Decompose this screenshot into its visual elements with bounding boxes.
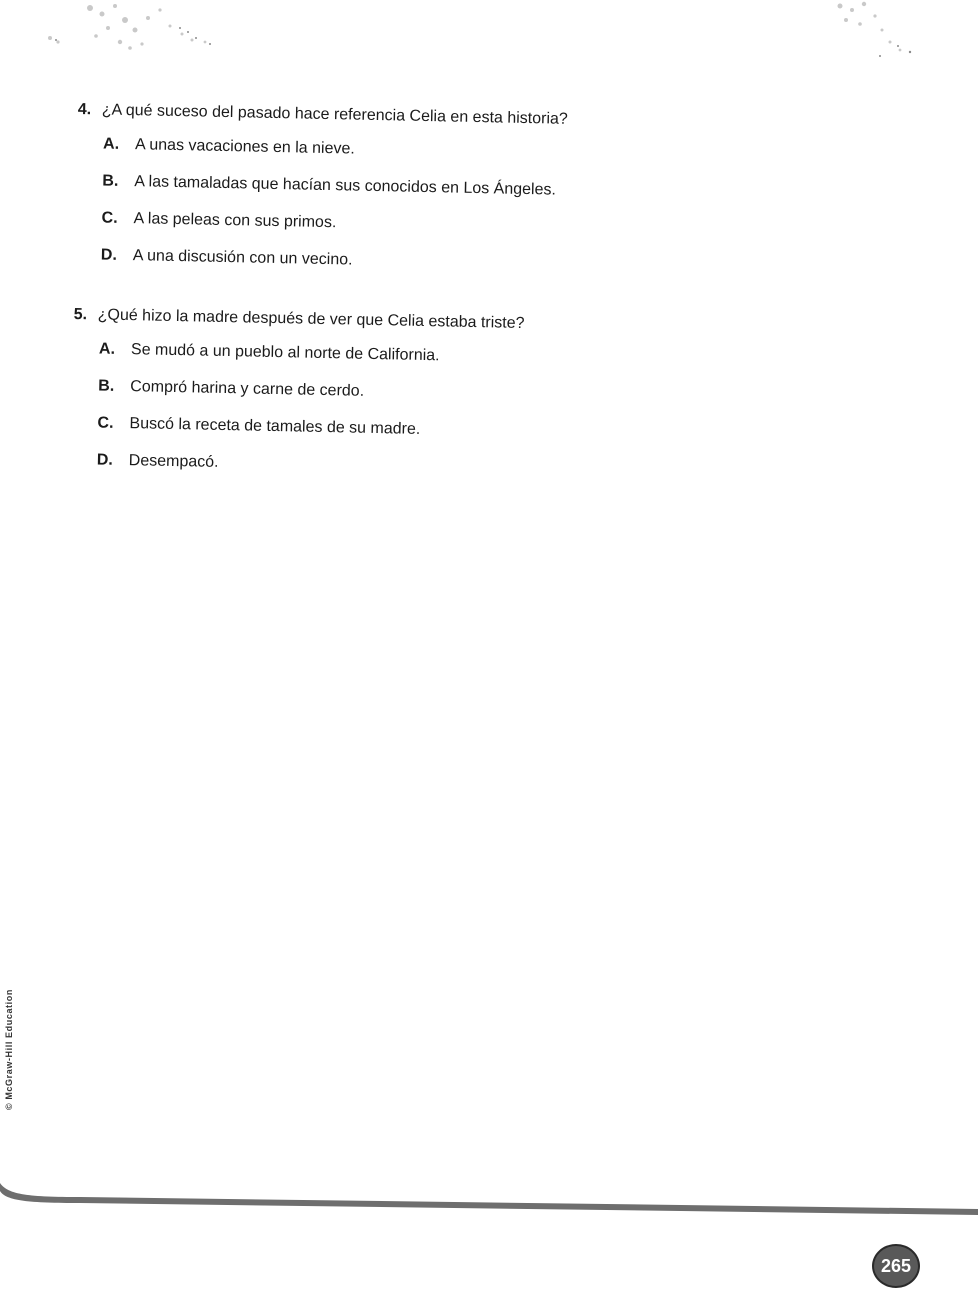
answer-choice-b[interactable] <box>98 376 632 407</box>
answer-choice-a[interactable] <box>103 135 637 166</box>
page-number-badge: 265 <box>872 1244 920 1288</box>
answer-choice-b[interactable] <box>102 172 636 203</box>
choice-text: A unas vacaciones en la nieve. <box>134 136 355 158</box>
choice-letter: A. <box>102 135 120 153</box>
question-text: ¿A qué suceso del pasado hace referencia Celia en esta historia? <box>101 101 568 128</box>
question-list <box>70 100 638 498</box>
question-stem <box>73 305 633 336</box>
decorative-speckle-top-left <box>30 0 230 60</box>
choice-letter: D. <box>96 451 113 469</box>
choice-text: Desempacó. <box>128 452 219 471</box>
answer-choice-d[interactable] <box>97 450 631 481</box>
choice-letter: D. <box>100 246 118 264</box>
answer-choices <box>75 134 638 276</box>
question-5 <box>71 305 634 481</box>
answer-choice-c[interactable] <box>101 209 635 240</box>
question-stem <box>78 100 638 131</box>
choice-letter: B. <box>102 172 119 190</box>
question-number: 5. <box>73 305 88 324</box>
question-text: ¿Qué hizo la madre después de ver que Celia estaba triste? <box>97 306 525 333</box>
answer-choice-c[interactable] <box>97 413 631 444</box>
footer-rule <box>0 1175 978 1225</box>
question-4 <box>75 100 638 276</box>
answer-choice-d[interactable] <box>101 245 635 276</box>
question-number: 4. <box>77 100 92 119</box>
choice-text: A una discusión con un vecino. <box>132 247 353 269</box>
choice-text: A las tamaladas que hacían sus conocidos en Los Ángeles. <box>134 173 557 199</box>
copyright-notice: © McGraw-Hill Education <box>4 989 14 1110</box>
choice-text: A las peleas con sus primos. <box>133 210 337 232</box>
choice-text: Compró harina y carne de cerdo. <box>130 378 365 400</box>
choice-text: Se mudó a un pueblo al norte de California. <box>130 341 440 365</box>
answer-choices <box>71 339 634 481</box>
decorative-speckle-top-right <box>820 0 920 65</box>
choice-letter: C. <box>97 414 114 432</box>
choice-letter: C. <box>101 209 118 227</box>
answer-choice-a[interactable] <box>99 339 633 370</box>
choice-letter: A. <box>98 340 116 358</box>
choice-letter: B. <box>98 377 115 395</box>
choice-text: Buscó la receta de tamales de su madre. <box>129 415 421 438</box>
